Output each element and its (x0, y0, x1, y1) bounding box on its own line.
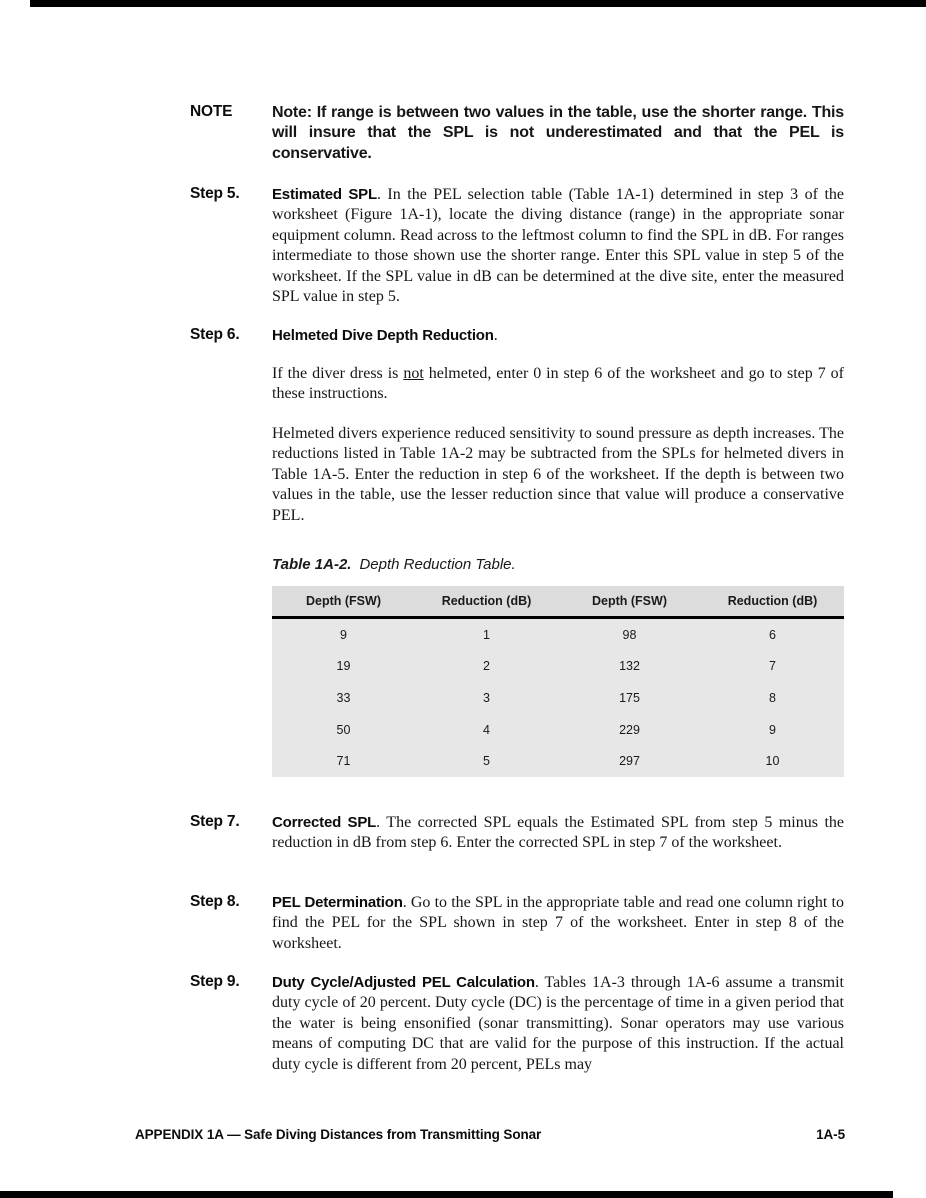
note-label: NOTE (190, 103, 233, 120)
table-cell: 9 (769, 722, 776, 737)
table-row (272, 714, 844, 746)
step6-p1-before: If the diver dress is (272, 365, 404, 382)
step7-lead: Corrected SPL (272, 814, 377, 831)
table-cell: 98 (622, 627, 637, 642)
table-row (272, 682, 844, 714)
table-header-depth-2: Depth (FSW) (592, 594, 667, 608)
table-cell: 175 (619, 690, 640, 705)
step6-heading-period: . (493, 327, 498, 344)
footer-appendix-title: APPENDIX 1A — Safe Diving Distances from Transmitting Sonar (135, 1127, 542, 1142)
table-cell: 6 (769, 627, 776, 642)
note-block (190, 103, 844, 164)
table-cell: 3 (483, 690, 490, 705)
footer-page-number: 1A-5 (816, 1127, 845, 1142)
step6-p1-after: helmeted, enter 0 in step 6 of the worksheet and go to step 7 of these instructions. (272, 365, 844, 403)
table-cell: 297 (619, 754, 640, 769)
step9-rest: . Tables 1A-3 through 1A-6 assume a transmit duty cycle of 20 percent. Duty cycle (DC) is the percentage of time in a given period that the water is being ensonified (sonar transmitting). Sonar operators may use various means of computing DC that are valid for the purpose of this instruction. If the actual duty cycle is different from 20 percent, PELs may (272, 974, 845, 1073)
scan-artifact-top-bar (30, 0, 926, 7)
table-cell: 33 (336, 690, 351, 705)
table-header-depth-1: Depth (FSW) (306, 594, 381, 608)
table-cell: 4 (483, 722, 490, 737)
step9-block (190, 973, 844, 1075)
step6-paragraph-1 (272, 364, 844, 405)
page-footer (135, 1127, 845, 1142)
step8-label: Step 8. (190, 893, 240, 910)
step5-block (190, 185, 844, 307)
table-cell: 9 (340, 627, 347, 642)
depth-reduction-table (272, 586, 844, 777)
table-cell: 10 (765, 754, 780, 769)
table-caption-title: Depth Reduction Table. (359, 556, 516, 573)
table-cell: 1 (483, 627, 490, 642)
table-cell: 2 (483, 659, 490, 674)
step8-lead: PEL Determination (272, 894, 403, 911)
step8-block (190, 893, 844, 954)
step7-rest: . The corrected SPL equals the Estimated SPL from step 5 minus the reduction in dB from step 6. Enter the corrected SPL in step 7 of the worksheet. (272, 814, 844, 852)
step9-text (272, 973, 844, 1075)
scan-artifact-bottom-bar (0, 1191, 893, 1198)
table-cell: 71 (336, 754, 351, 769)
table-body (272, 619, 844, 777)
step6-block (190, 326, 844, 346)
step7-label: Step 7. (190, 813, 240, 830)
table-cell: 19 (336, 659, 351, 674)
table-header-reduction-2: Reduction (dB) (727, 594, 818, 608)
step6-label: Step 6. (190, 326, 240, 343)
table-cell: 8 (769, 690, 776, 705)
table-row (272, 651, 844, 683)
table-cell: 229 (619, 722, 640, 737)
table-cell: 50 (336, 722, 351, 737)
step8-rest: . Go to the SPL in the appropriate table and read one column right to find the PEL for the SPL shown in step 7 of the worksheet. Enter in step 8 of the worksheet. (272, 894, 844, 952)
table-caption (272, 556, 516, 573)
step5-lead: Estimated SPL (272, 186, 377, 203)
step6-heading-line (272, 326, 844, 346)
note-text: Note: If range is between two values in the table, use the shorter range. This will insure that the SPL is not underestimated and that the PEL is conservative. (272, 104, 844, 162)
table-cell: 7 (769, 659, 776, 674)
step6-paragraph-2: Helmeted divers experience reduced sensitivity to sound pressure as depth increases. The reductions listed in Table 1A-2 may be subtracted from the SPLs for helmeted divers in Table 1A-5. Enter the reduction in step 6 of the worksheet. If the depth is between two values in the table, use the lesser reduction since that value will produce a conservative PEL. (272, 425, 844, 524)
step5-rest: . In the PEL selection table (Table 1A-1) determined in step 3 of the worksheet (Figure 1A-1), locate the diving distance (range) in the appropriate sonar equipment column. Read across to the leftmost column to find the SPL in dB. For ranges intermediate to those shown use the shorter range. Enter this SPL value in step 5 of the worksheet. If the SPL value in dB can be determined at the dive site, enter the measured SPL value in step 5. (272, 186, 845, 306)
step9-label: Step 9. (190, 973, 240, 990)
table-cell: 5 (483, 754, 490, 769)
step5-label: Step 5. (190, 185, 240, 202)
step6-p1-underlined-word: not (403, 365, 424, 382)
step7-text (272, 813, 844, 854)
step5-text (272, 185, 844, 307)
step9-lead: Duty Cycle/Adjusted PEL Calculation (272, 974, 535, 991)
table-cell: 132 (619, 659, 640, 674)
table-row (272, 745, 844, 777)
step6-heading: Helmeted Dive Depth Reduction (272, 327, 494, 344)
table-header-row (272, 586, 844, 619)
table-header-reduction-1: Reduction (dB) (441, 594, 532, 608)
table-caption-number: Table 1A-2. (272, 556, 352, 573)
table-row (272, 619, 844, 651)
step7-block (190, 813, 844, 854)
step8-text (272, 893, 844, 954)
